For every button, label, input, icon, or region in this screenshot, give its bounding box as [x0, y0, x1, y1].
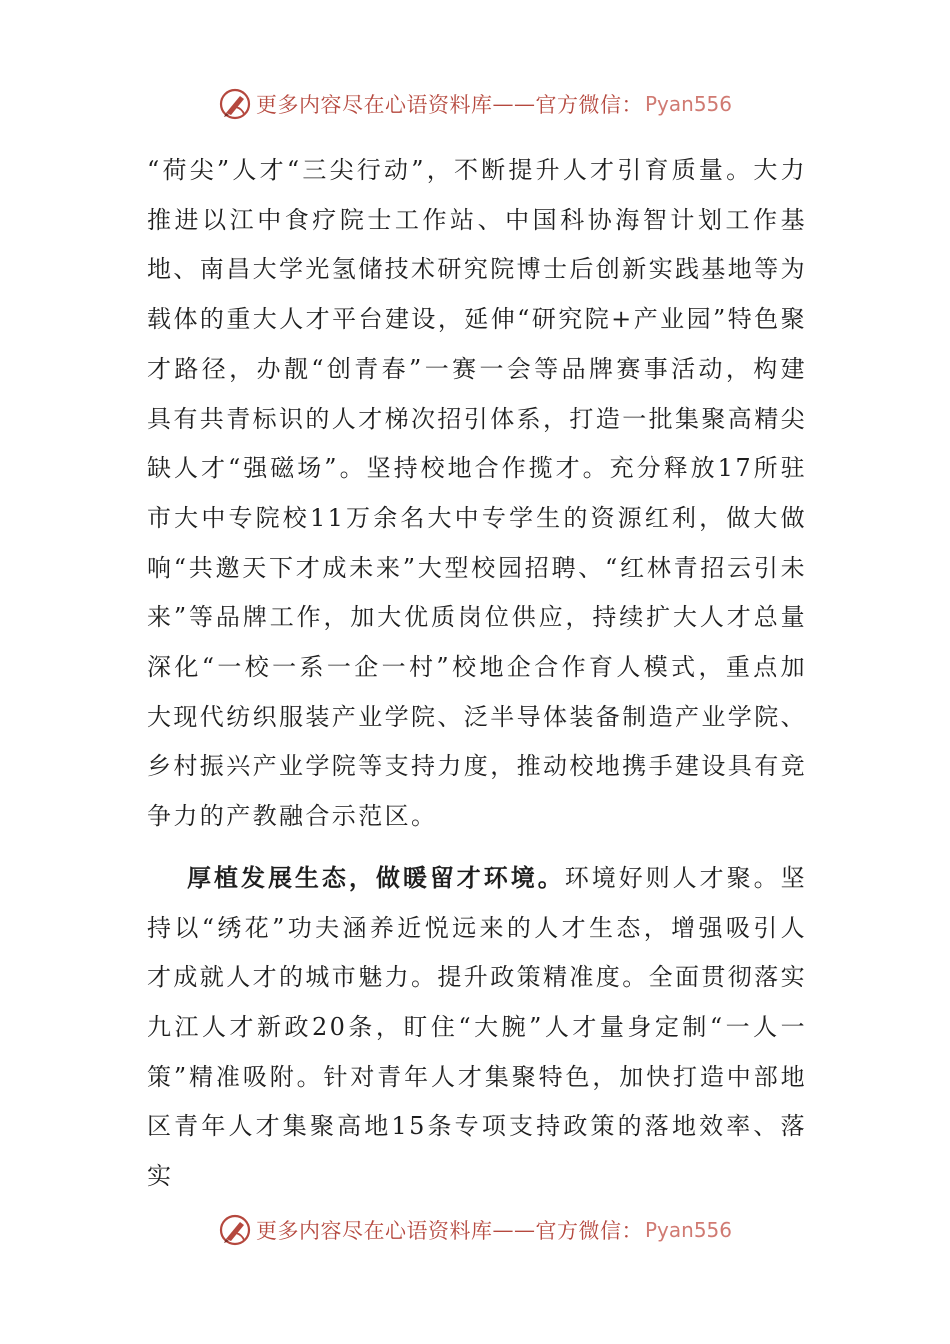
- paragraph-2: [147, 854, 807, 1202]
- footer-brand-text: 更多内容尽在心语资料库: [255, 1219, 493, 1243]
- header-brand-text: 更多内容尽在心语资料库: [255, 93, 493, 117]
- footer-wechat-label: 官方微信：: [535, 1219, 643, 1243]
- header-dash: ——: [492, 92, 536, 116]
- header-watermark: [0, 84, 950, 124]
- header-wechat-id: Pyan556: [644, 92, 732, 116]
- paragraph-1: “荷尖”人才“三尖行动”，不断提升人才引育质量。大力推进以江中食疗院士工作站、中国科协海智计划工作基地、南昌大学光氢储技术研究院博士后创新实践基地等为载体的重大人才平台建设，延伸“研究院+产业园”特色聚才路径，办靓“创青春”一赛一会等品牌赛事活动，构建具有共青标识的人才梯次招引体系，打造一批集聚高精尖缺人才“强磁场”。坚持校地合作揽才。充分释放17所驻市大中专院校11万余名大中专学生的资源红利，做大做响“共邀天下才成未来”大型校园招聘、“红林青招云引未来”等品牌工作，加大优质岗位供应，持续扩大人才总量深化“一校一系一企一村”校地企合作育人模式，重点加大现代纺织服装产业学院、泛半导体装备制造产业学院、乡村振兴产业学院等支持力度，推动校地携手建设具有竞争力的产教融合示范区。: [147, 156, 807, 831]
- paragraph-2-lead: 厚植发展生态，做暖留才环境。: [187, 863, 565, 892]
- footer-watermark: [0, 1210, 950, 1250]
- footer-wechat-id: Pyan556: [644, 1218, 732, 1242]
- footer-dash: ——: [492, 1218, 536, 1242]
- document-body: [147, 146, 807, 1202]
- pen-logo-icon: [218, 87, 252, 121]
- pen-logo-icon: [218, 1213, 252, 1247]
- paragraph-2-text: 环境好则人才聚。坚持以“绣花”功夫涵养近悦远来的人才生态，增强吸引人才成就人才的城市魅力。提升政策精准度。全面贯彻落实九江人才新政20条，盯住“大腕”人才量身定制“一人一策”精准吸附。针对青年人才集聚特色，加快打造中部地区青年人才集聚高地15条专项支持政策的落地效率、落实: [147, 863, 807, 1191]
- header-wechat-label: 官方微信：: [535, 93, 643, 117]
